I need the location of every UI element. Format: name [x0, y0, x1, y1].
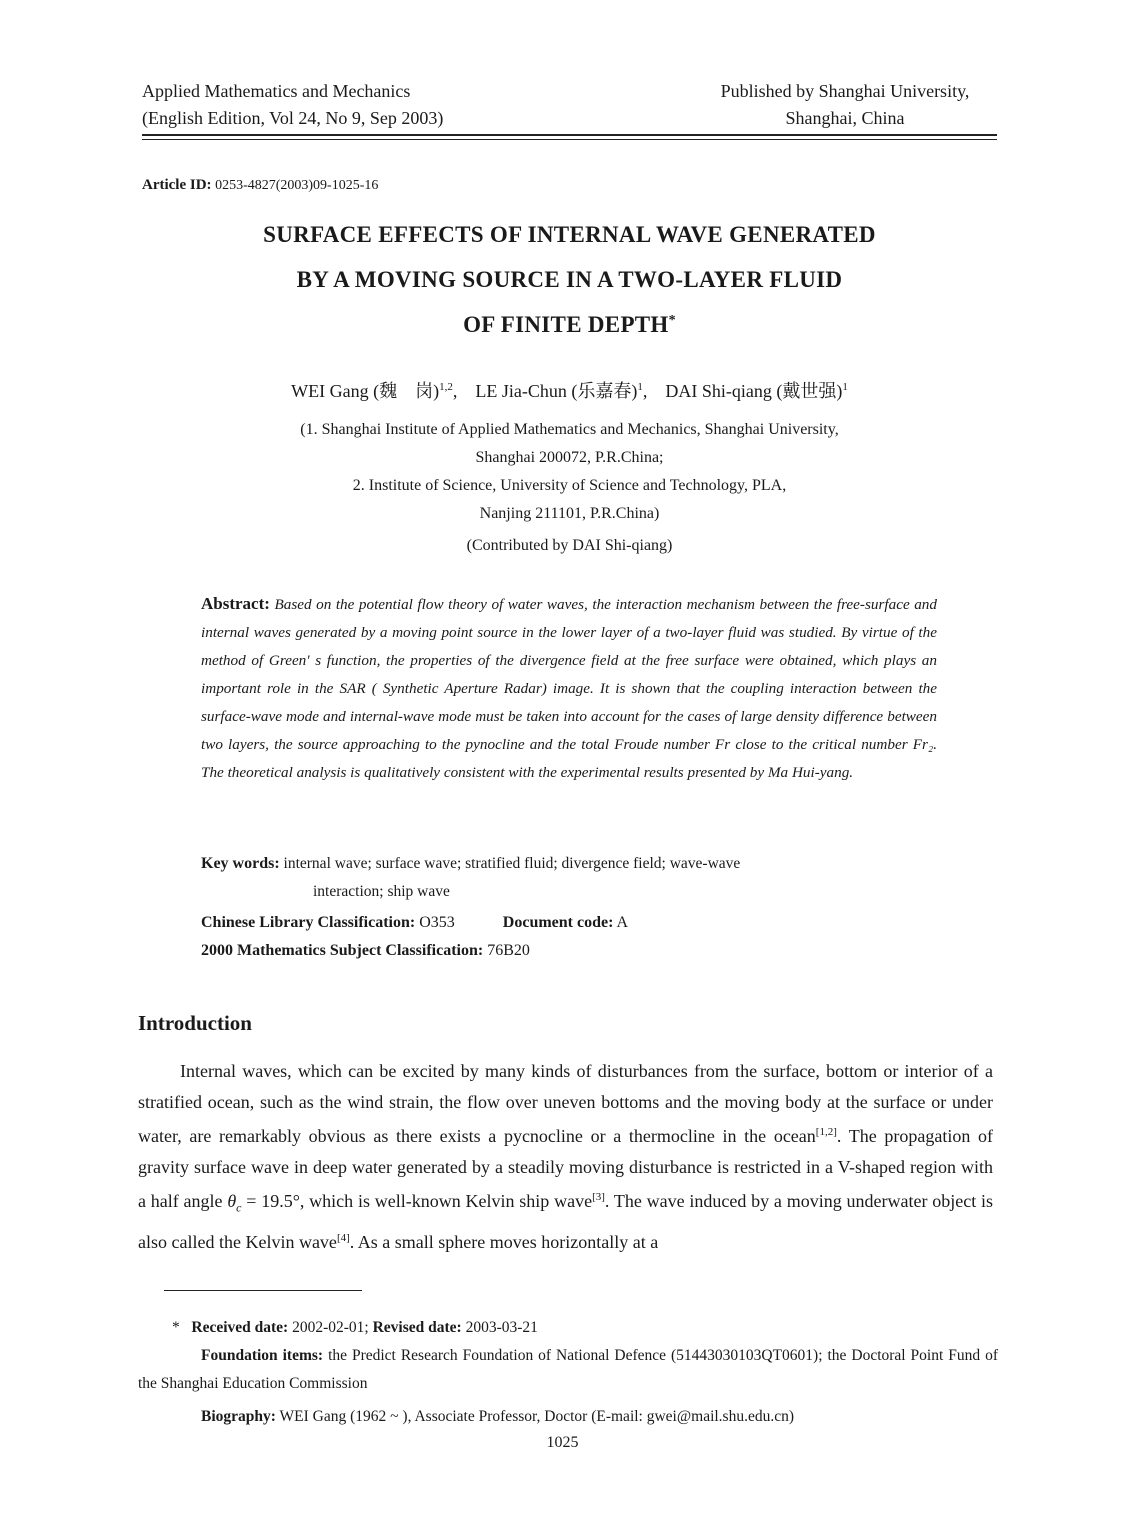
- affiliation-2-line-1: 2. Institute of Science, University of Science and Technology, PLA,: [352, 477, 787, 494]
- author-list: [142, 377, 997, 403]
- author-1: [291, 381, 471, 401]
- author-1-chinese: (魏 岗): [373, 381, 440, 401]
- citation-1-2[interactable]: [1,2]: [815, 1126, 837, 1138]
- author-1-name: WEI Gang: [291, 381, 369, 401]
- classification-line: [201, 914, 628, 932]
- affiliations: [142, 416, 997, 528]
- msc-line: [201, 942, 530, 960]
- contributed-by: (Contributed by DAI Shi-qiang): [466, 537, 673, 554]
- intro-text-b: . The propagation of gravity surface wave in deep water generated by a steadily moving disturbance is restricted in a V-shaped region with a half angle: [138, 1126, 993, 1211]
- abstract-text: Based on the potential flow theory of water waves, the interaction mechanism between the free-surface and internal waves generated by a moving point source in the lower layer of a two-layer fluid was studied. By virtue of the method of Green' s function, the properties of the divergence field at the free surface were obtained, which plays an important role in the SAR ( Synthetic Aperture Radar) image. It is shown that the coupling interaction between the surface-wave mode and internal-wave mode must be taken into account for the cases of large density difference between two layers, the source approaching to the pynocline and the total Froude number Fr close to the critical number Fr₂. The theoretical analysis is qualitatively consistent with the experimental results presented by Ma Hui-yang.: [201, 596, 937, 781]
- theta-symbol: θ: [227, 1191, 237, 1211]
- footnote-foundation: [138, 1342, 998, 1398]
- header-rule-thick: [142, 134, 997, 136]
- abstract-label: Abstract:: [201, 594, 270, 613]
- citation-3[interactable]: [3]: [592, 1191, 605, 1203]
- foundation-label: Foundation items:: [201, 1347, 324, 1364]
- keywords-line-1: internal wave; surface wave; stratified fluid; divergence field; wave-wave: [283, 855, 741, 872]
- header-rule-thin: [142, 139, 997, 140]
- journal-edition: (English Edition, Vol 24, No 9, Sep 2003): [142, 108, 444, 128]
- msc-value: 76B20: [487, 942, 530, 959]
- publisher-name: Published by Shanghai University,: [720, 81, 970, 101]
- article-id-label: Article ID:: [142, 177, 212, 193]
- author-2: [475, 381, 661, 401]
- intro-text-c: = 19.5°, which is well-known Kelvin ship wave: [241, 1191, 593, 1211]
- document-code-label: Document code:: [502, 914, 614, 931]
- title-line-1: SURFACE EFFECTS OF INTERNAL WAVE GENERATED: [263, 222, 876, 247]
- title-footnote-mark: *: [668, 313, 676, 328]
- paper-title: [142, 212, 997, 347]
- citation-4[interactable]: [4]: [336, 1232, 350, 1245]
- author-3-chinese: (戴世强): [776, 381, 843, 401]
- clc-label: Chinese Library Classification:: [201, 914, 416, 931]
- clc-value: O353: [419, 914, 455, 931]
- footnote-dates: [172, 1314, 538, 1342]
- intro-text-e: . As a small sphere moves horizontally at a: [349, 1232, 659, 1253]
- author-3-affiliation: 1: [842, 381, 848, 393]
- publisher-header: [695, 78, 995, 132]
- keywords: [201, 850, 937, 906]
- introduction-heading: Introduction: [138, 1011, 252, 1035]
- title-line-3: [142, 302, 997, 347]
- author-2-affiliation: 1: [637, 381, 643, 393]
- biography-label: Biography:: [201, 1408, 276, 1425]
- theta-subscript: c: [236, 1200, 242, 1215]
- affiliation-2-line-2: Nanjing 211101, P.R.China): [479, 505, 660, 522]
- footnote-biography: [201, 1403, 794, 1431]
- author-2-separator: ,: [642, 381, 661, 401]
- footnote-rule: [164, 1290, 362, 1291]
- received-value: 2002-02-01;: [292, 1319, 369, 1336]
- msc-label: 2000 Mathematics Subject Classification:: [201, 942, 484, 959]
- publisher-location: Shanghai, China: [785, 108, 905, 128]
- article-id: [142, 177, 378, 194]
- author-3-name: DAI Shi-qiang: [665, 381, 772, 401]
- keywords-label: Key words:: [201, 855, 280, 872]
- introduction-paragraph: [138, 1056, 993, 1258]
- revised-value: 2003-03-21: [465, 1319, 538, 1336]
- journal-header: [142, 78, 443, 132]
- title-line-2: BY A MOVING SOURCE IN A TWO-LAYER FLUID: [296, 267, 843, 292]
- biography-value: WEI Gang (1962 ~ ), Associate Professor, Doctor (E-mail: gwei@mail.shu.edu.cn): [279, 1408, 795, 1425]
- foundation-value: the Predict Research Foundation of National Defence (51443030103QT0601); the Doctoral Point Fund of the Shanghai Education Commission: [138, 1347, 999, 1392]
- article-id-value: 0253-4827(2003)09-1025-16: [215, 178, 379, 193]
- journal-name: Applied Mathematics and Mechanics: [142, 81, 411, 101]
- document-code-value: A: [616, 914, 629, 931]
- intro-text-a: Internal waves, which can be excited by many kinds of disturbances from the surface, bottom or interior of a stratified ocean, such as the wind strain, the flow over uneven bottoms and the moving body at the surface or under water, are remarkably obvious as there exists a pycnocline or a thermocline in the ocean: [138, 1061, 993, 1146]
- author-2-chinese: (乐嘉春): [571, 381, 638, 401]
- title-line-3-text: OF FINITE DEPTH: [463, 312, 669, 337]
- author-2-name: LE Jia-Chun: [475, 381, 567, 401]
- page-number: 1025: [546, 1434, 579, 1451]
- affiliation-1-line-1: (1. Shanghai Institute of Applied Mathematics and Mechanics, Shanghai University,: [300, 421, 839, 438]
- author-3: [665, 381, 848, 401]
- footnote-star: *: [172, 1319, 180, 1336]
- intro-text-d: . The wave induced by a moving underwater object is also called the Kelvin wave: [138, 1191, 993, 1253]
- author-1-separator: ,: [452, 381, 471, 401]
- abstract: [201, 590, 937, 787]
- affiliation-1-line-2: Shanghai 200072, P.R.China;: [475, 449, 664, 466]
- author-1-affiliation: 1,2: [439, 381, 453, 393]
- received-label: Received date:: [191, 1319, 289, 1336]
- keywords-line-2: interaction; ship wave: [313, 883, 450, 900]
- revised-label: Revised date:: [372, 1319, 462, 1336]
